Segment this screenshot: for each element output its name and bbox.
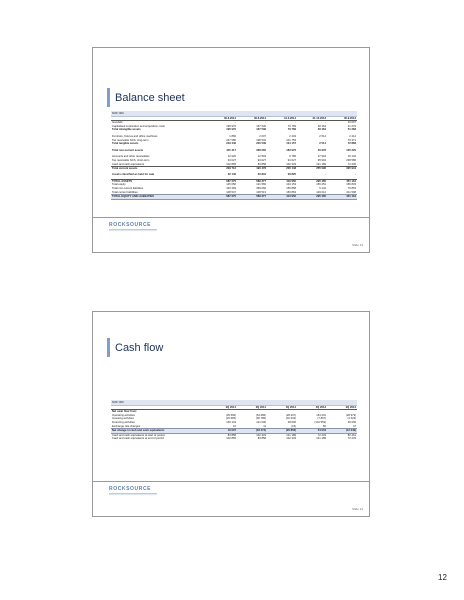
row-value: 70 371 [347,138,356,142]
row-value: 164 201 [316,413,326,417]
row-label: Net change in cash and cash equivalents [111,429,207,433]
row-value: 102 333 [286,162,296,166]
table-row [111,135,357,139]
slide-number: Slide 13 [352,243,363,247]
row-value: 10 [233,424,236,428]
footer-divider [93,217,369,218]
row-value: 94 027 [227,158,236,162]
row-label: Investing activities [112,417,134,421]
row-value: 1 866 [229,134,236,138]
row-label: TOTAL ASSETS [111,179,207,183]
rocksource-logo [109,222,151,228]
row-value: 2 404 [289,134,296,138]
row-value: 687 275 [207,195,237,199]
column-header: 31.12.2013 [297,116,327,121]
row-value: 145 050 [226,183,236,187]
column-header: 30.9.2013 [327,116,357,121]
row-value: 167 536 [256,124,266,128]
row-value: 79 769 [287,124,296,128]
row-value: 83 858 [257,162,266,166]
row-value: 209 712 [207,166,237,170]
row-value: - [265,121,266,124]
row-value: 104 157 [286,142,296,146]
row-value: 12 593 [257,155,266,159]
table-row [111,159,357,163]
row-label: Total tangible assets [112,142,139,146]
rocksource-logo [109,486,151,492]
row-value: (35 666) [225,413,236,417]
row-value: (28 207) [285,413,296,417]
row-label: Total current liabilities [112,190,138,194]
row-value: 156 868 [286,187,296,191]
row-label: Cash and cash equivalents at start of period [112,433,165,437]
row-value: 5 142 [319,187,326,191]
row-value: 15 132 [347,155,356,159]
title-accent-bar [107,88,110,107]
row-value: 72 883 [347,142,356,146]
row-value: 238 586 [346,158,356,162]
row-label: Total non-current liabilities [112,187,144,191]
row-value: 413 950 [267,195,297,199]
row-value: 156 251 [316,183,326,187]
row-value: 368 065 [256,148,266,152]
row-value: (7 867) [317,417,326,421]
row-value: 249 446 [226,142,236,146]
row-value: 2 514 [319,134,326,138]
row-label: Goodwill [112,121,123,124]
row-value: 136 143 [226,421,236,425]
row-label: Total equity [112,183,126,187]
row-label: Financing activities [112,421,135,425]
row-value: 125 225 [346,148,356,152]
column-header: 30.6.2014 [237,116,267,121]
row-value: - [325,121,326,124]
row-value: 451 164 [327,179,357,183]
row-label: Assets classified as held for sale [112,173,155,177]
row-value: 359 060 [256,187,266,191]
unit-label: NOK '000 [111,111,357,116]
row-value: 433 369 [226,187,236,191]
cash-flow-table [111,400,357,441]
row-value: (26 683) [225,417,236,421]
row-value: 451 164 [327,195,357,199]
column-header: 2Q 2014 [237,405,267,410]
row-value: 200 539 [256,142,266,146]
row-value: 9 786 [289,155,296,159]
logo-underline-icon [109,493,157,496]
row-label: Exchange rate changes [112,424,141,428]
row-value: 589 377 [237,195,267,199]
row-value: (20 856) [267,429,297,433]
row-value: 11 [263,424,266,428]
row-value: (101 553) [314,421,326,425]
balance-sheet-table [111,111,357,200]
row-value: 41 276 [347,124,356,128]
row-label: Tax receivable NCS, short-term [112,158,150,162]
row-label: Cash and cash equivalents at end of period [112,437,164,441]
row-value: - [325,173,326,177]
row-value: 83 858 [257,437,266,441]
row-value: 47 [353,424,356,428]
row-value: (90 786) [255,417,266,421]
column-header: 4Q 2013 [297,405,327,410]
row-value: 32 146 [227,173,236,177]
row-value: 102 333 [286,437,296,441]
row-value: 589 377 [237,179,267,183]
row-value: 79 769 [287,128,296,132]
row-value: 104 153 [286,183,296,187]
row-value: 195 970 [226,124,236,128]
row-value: - [295,121,296,124]
row-value: 37 904 [317,155,326,159]
column-header: 30.6.2014 [207,116,237,121]
row-value: (28 973) [345,413,356,417]
column-header: 2Q 2014 [207,405,237,410]
row-value: 72 233 [347,437,356,441]
table-row [111,437,357,441]
row-value: 121 189 [316,437,326,441]
row-value: 102 865 [226,437,236,441]
row-label: Total intangible assets [112,128,141,132]
row-value: 2 412 [349,134,356,138]
row-value: 198 532 [256,138,266,142]
slide-title: Cash flow [115,342,164,354]
row-value: 10 007 [347,121,356,124]
row-value: 79 853 [347,187,356,191]
row-value: 325 944 [327,166,357,170]
row-value: 48 464 [317,128,326,132]
unit-label: NOK '000 [111,400,357,405]
row-label: Total non-current assets [112,148,144,152]
row-value: 247 580 [226,138,236,142]
row-value: 48 000 [287,421,296,425]
row-value: - [325,138,326,142]
row-value: 50 [323,424,326,428]
row-value: 687 275 [207,179,237,183]
row-label: Cash and cash equivalents [112,162,145,166]
row-value: 2 007 [259,134,266,138]
row-value: 183 976 [286,148,296,152]
row-value: 108 547 [226,190,236,194]
row-value: 82 461 [347,433,356,437]
row-value: (12 249) [327,429,357,433]
row-value: 2 514 [319,142,326,146]
row-value: 295 465 [297,179,327,183]
row-value: 445 417 [226,148,236,152]
slide-title: Balance sheet [115,92,185,104]
row-label: Accounts and other receivables [112,155,150,159]
row-value: 36 000 [347,421,356,425]
row-value: 72 236 [347,162,356,166]
row-value: 46 978 [317,148,326,152]
row-value: 167 536 [256,128,266,132]
slide-balance-sheet [92,47,370,253]
row-value: (54 686) [255,413,266,417]
row-value: 121 189 [316,162,326,166]
row-value: 95 994 [317,158,326,162]
row-value: 51 283 [347,128,356,132]
row-value: 72 233 [317,433,326,437]
slide-cash-flow [92,311,370,517]
row-value: 94 027 [287,158,296,162]
page-number: 12 [438,573,447,582]
row-value: 295 465 [297,195,327,199]
table-row [111,429,357,433]
row-value: 108 513 [256,190,266,194]
row-value: 30 834 [257,173,266,177]
logo-text: ROCKSOURCE [109,222,152,228]
row-value: (3 423) [347,417,356,421]
row-value: 206 148 [267,166,297,170]
table-row [111,195,357,199]
row-value: 159 833 [346,183,356,187]
row-value: 54 004 [297,429,327,433]
row-value: 29 825 [287,173,296,177]
row-value: 94 027 [257,158,266,162]
row-value: 419 950 [267,179,297,183]
row-value: 255 096 [297,166,327,170]
row-label: Tax receivable NCS, long-term [112,138,149,142]
row-value: 102 333 [256,433,266,437]
row-value: (18 474) [237,429,267,433]
column-header: 2Q 2013 [327,405,357,410]
row-value: 48 464 [317,124,326,128]
row-value: (40 634) [285,417,296,421]
row-value: 121 000 [256,421,266,425]
logo-text: ROCKSOURCE [109,486,152,492]
row-value: 190 478 [237,166,267,170]
row-value: 121 566 [256,183,266,187]
row-value: 195 970 [226,128,236,132]
row-label: Net cash flow from: [112,410,137,413]
title-accent-bar [107,338,110,357]
row-value: 149 012 [316,190,326,194]
row-value: 12 920 [227,155,236,159]
slide-number: Slide 14 [352,507,363,511]
row-value: 121 189 [286,433,296,437]
row-value: (15) [291,424,296,428]
logo-underline-icon [109,229,157,232]
row-label: Capitalised exploration and acquisition costs [112,124,165,128]
row-value: 211 508 [346,190,356,194]
column-header: 1Q 2014 [267,405,297,410]
row-value: 101 753 [286,138,296,142]
row-value: - [355,173,356,177]
row-value: 19 007 [207,429,237,433]
row-label: TOTAL EQUITY AND LIABILITIES [111,195,207,199]
row-label: Furniture, fixtures and office machines [112,134,158,138]
footer-divider [93,481,369,482]
row-value: 150 863 [286,190,296,194]
row-label: Operating activities [112,413,135,417]
row-value: 83 858 [227,433,236,437]
column-header: 31.3.2014 [267,116,297,121]
row-value: 102 865 [226,162,236,166]
row-value: - [235,121,236,124]
row-label: Total current assets [111,166,207,170]
